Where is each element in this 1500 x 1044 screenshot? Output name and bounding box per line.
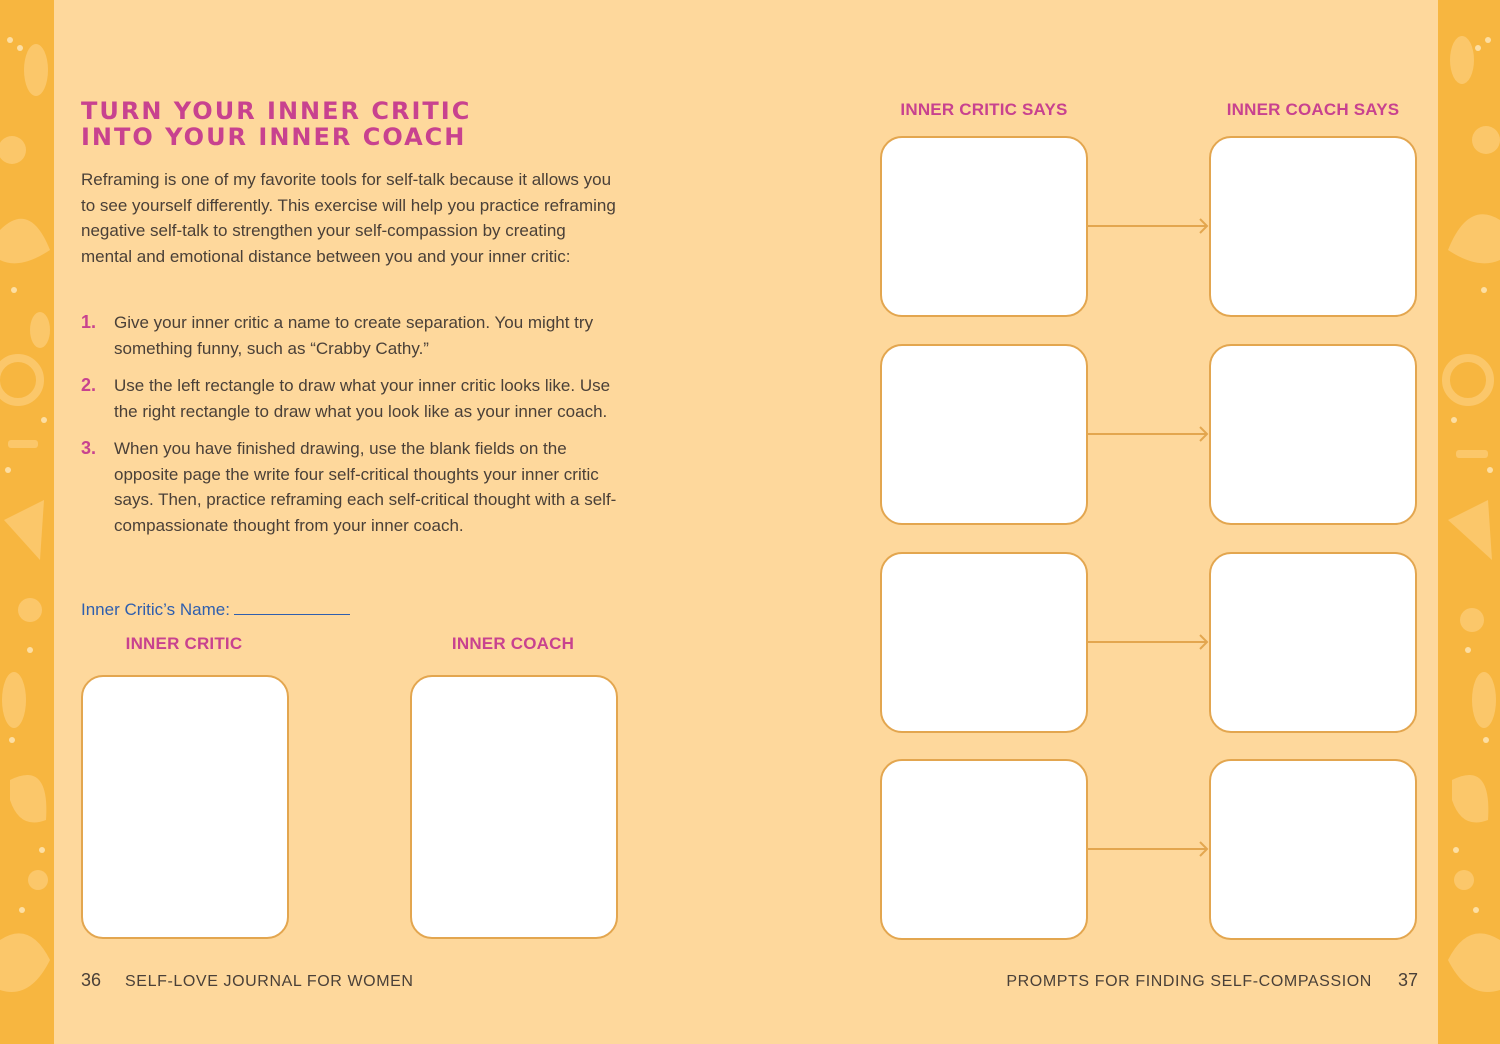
inner-critic-says-label: INNER CRITIC SAYS	[900, 100, 1068, 119]
right-page-footer	[1006, 970, 1418, 992]
right-arrow-icon	[1088, 842, 1207, 856]
right-arrow-icon	[1088, 219, 1207, 233]
right-arrow-icon	[1088, 427, 1207, 441]
inner-coach-says-label: INNER COACH SAYS	[1226, 100, 1400, 119]
intro-paragraph: Reframing is one of my favorite tools for self-talk because it allows you to see yourself differently. This exercise will help you practice reframing negative self-talk to strengthen your self-compassion by creating mental and emotional distance between you and your inner critic:	[81, 170, 616, 266]
left-running-title: SELF-LOVE JOURNAL FOR WOMEN	[125, 973, 414, 990]
right-running-title: PROMPTS FOR FINDING SELF-COMPASSION	[1006, 973, 1372, 990]
step-number: 2.	[81, 375, 97, 395]
step-text: Give your inner critic a name to create separation. You might try something funny, such as “Crabby Cathy.”	[114, 313, 594, 358]
heading-line-1: TURN YOUR INNER CRITIC	[81, 97, 472, 125]
left-page-number: 36	[81, 970, 102, 990]
step-text: Use the left rectangle to draw what your inner critic looks like. Use the right rectangle to draw what you look like as your inner coach.	[114, 376, 611, 421]
heading-line-2: INTO YOUR INNER COACH	[81, 123, 467, 151]
inner-coach-label: INNER COACH	[451, 634, 575, 653]
right-arrow-icon	[1088, 635, 1207, 649]
step-text: When you have finished drawing, use the blank fields on the opposite page the write four self-critical thoughts your inner critic says. Then, practice reframing each self-critical thought with a self-compassionate thought from your inner coach.	[114, 439, 617, 535]
step-number: 1.	[81, 312, 97, 332]
inner-critic-label: INNER CRITIC	[125, 634, 243, 653]
inner-critic-name-label: Inner Critic’s Name:	[81, 600, 230, 619]
step-number: 3.	[81, 438, 97, 458]
right-page-number: 37	[1397, 970, 1418, 990]
left-page-footer	[81, 970, 414, 992]
